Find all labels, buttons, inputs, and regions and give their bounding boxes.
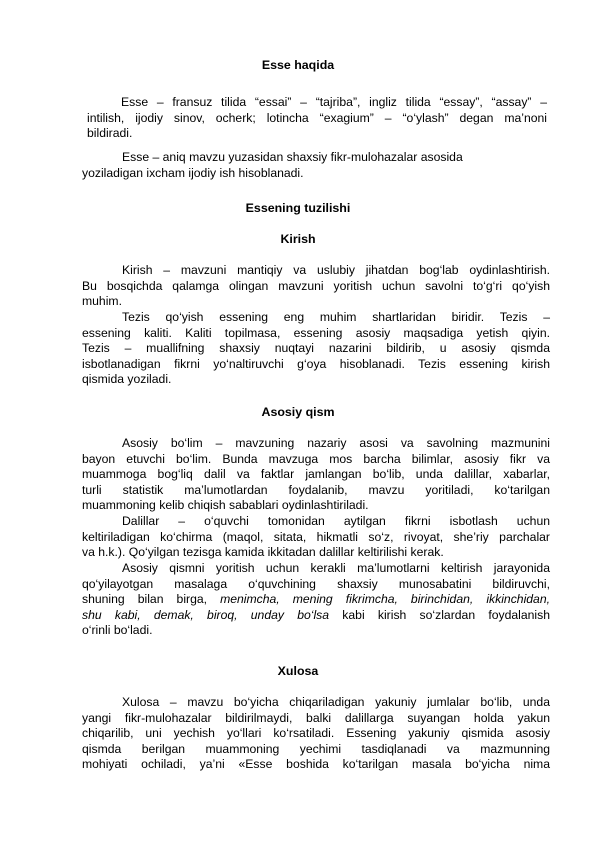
italic-text-run: shu kabi, demak, biroq, unday bo‘lsa	[82, 607, 330, 622]
text-line: bildiradi.	[87, 126, 133, 141]
asosiy-paragraph-3	[82, 561, 550, 639]
section-heading-xulosa: Xulosa	[277, 664, 319, 678]
document-title: Esse haqida	[261, 58, 335, 72]
text-line: mohiyati ochiladi, ya’ni «Esse boshida ko‘tarilgan masala bo‘yicha nima	[82, 757, 550, 772]
text-line: Esse – fransuz tilida “essai” – “tajriba”, ingliz tilida “essay”, “assay” –	[121, 95, 547, 109]
text-line: essening kaliti. Kaliti topilmasa, essening asosiy maqsadiga yetish qiyin.	[82, 325, 550, 340]
section-heading-kirish: Kirish	[280, 232, 316, 246]
text-line: yoziladigan ixcham ijodiy ish hisoblanadi.	[82, 165, 304, 180]
asosiy-paragraph-2	[82, 514, 550, 561]
text-line: chiqarilib, uni yechish yo‘llari ko‘rsatiladi. Essening yakuniy qismida asosiy	[82, 726, 550, 741]
text-line	[82, 608, 550, 624]
text-line: o‘rinli bo‘ladi.	[82, 623, 153, 638]
section-heading-asosiy-qism: Asosiy qism	[261, 405, 335, 419]
text-line	[82, 592, 550, 608]
text-line: yangi fikr-mulohazalar bildirilmaydi, balki dalillarga suyangan holda yakun	[82, 710, 550, 725]
text-line: keltiriladigan ko‘chirma (maqol, sitata, hikmatli so‘z, rivoyat, she’riy parchalar	[82, 529, 550, 544]
text-line: Asosiy bo‘lim – mavzuning nazariy asosi va savolning mazmunini	[122, 436, 550, 450]
text-line: bayon etuvchi bo‘lim. Bunda mavzuga mos barcha bilimlar, asosiy fikr va	[82, 451, 550, 466]
text-run: kabi kirish so‘zlardan foydalanish	[329, 607, 550, 622]
text-line: intilish, ijodiy sinov, ocherk; lotincha “exagium” – “o‘ylash” degan ma’noni	[87, 110, 547, 125]
text-line: va h.k.). Qo‘yilgan tezisga kamida ikkitadan dalillar keltirilishi kerak.	[82, 545, 444, 560]
text-line: muammoga bog‘liq dalil va faktlar jamlangan bo‘lib, unda dalillar, xabarlar,	[82, 467, 550, 482]
intro-paragraph-definition	[87, 95, 547, 142]
kirish-paragraph-2	[82, 310, 550, 388]
italic-text-run: menimcha, mening fikrimcha, birinchidan, ikkinchidan,	[220, 592, 550, 607]
text-run: shuning bilan birga,	[82, 592, 221, 607]
asosiy-paragraph-1	[82, 436, 550, 514]
intro-paragraph-description	[82, 150, 542, 181]
text-line: turli statistik ma’lumotlardan foydalanib, mavzu yoritiladi, ko‘tarilgan	[82, 482, 550, 497]
text-line: muammoning kelib chiqish sabablari oydinlashtiriladi.	[82, 498, 369, 513]
text-line: qismida yoziladi.	[82, 372, 172, 387]
structure-heading: Essening tuzilishi	[245, 201, 351, 215]
text-line: muhim.	[82, 294, 122, 309]
kirish-paragraph-1	[82, 263, 550, 310]
text-line: Asosiy qismni yoritish uchun kerakli ma’lumotlarni keltirish jarayonida	[122, 561, 550, 575]
text-line: Tezis – muallifning shaxsiy nuqtayi nazarini bildirib, u asosiy qismda	[82, 341, 550, 356]
text-line: Kirish – mavzuni mantiqiy va uslubiy jihatdan bog‘lab oydinlashtirish.	[122, 263, 550, 277]
text-line: Tezis qo‘yish essening eng muhim shartlaridan biridir. Tezis –	[122, 310, 550, 324]
text-line: Xulosa – mavzu bo‘yicha chiqariladigan yakuniy jumlalar bo‘lib, unda	[122, 695, 550, 709]
text-line: qo‘yilayotgan masalaga o‘quvchining shaxsiy munosabatini bildiruvchi,	[82, 576, 550, 591]
text-line: Esse – aniq mavzu yuzasidan shaxsiy fikr-mulohazalar asosida	[122, 150, 463, 164]
text-line: Dalillar – o‘quvchi tomonidan aytilgan fikrni isbotlash uchun	[122, 514, 550, 528]
text-line: Bu bosqichda qalamga olingan mavzuni yoritish uchun savolni to‘g‘ri qo‘yish	[82, 278, 550, 293]
text-line: isbotlanadigan fikrni yo‘naltiruvchi g‘oya hisoblanadi. Tezis essening kirish	[82, 356, 550, 371]
text-line: qismda berilgan muammoning yechimi tasdiqlanadi va mazmunning	[82, 741, 550, 756]
xulosa-paragraph-1	[82, 695, 550, 773]
